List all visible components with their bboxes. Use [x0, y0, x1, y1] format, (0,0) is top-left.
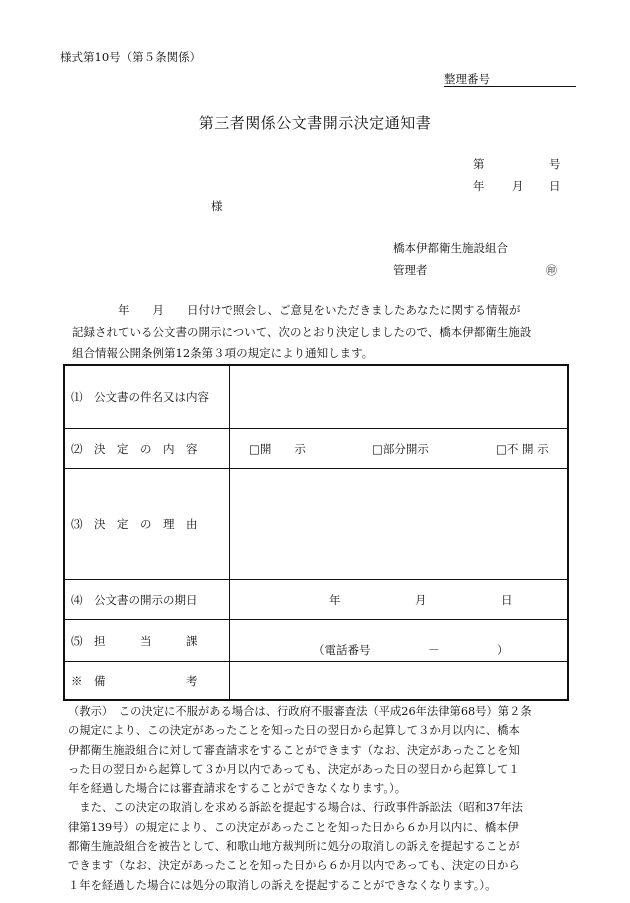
note-line: 律第139号）の規定により、この決定があったことを知った日から６か月以内に、橋本伊 — [68, 820, 519, 834]
decision-table — [63, 364, 569, 701]
row-decision-reason — [65, 469, 567, 580]
checkbox-disclose[interactable]: □開 示 — [249, 441, 306, 456]
note-line: （教示） この決定に不服がある場合は、行政府不服審査法（平成26年法律第68号）第２条 — [68, 705, 532, 718]
row-label: ⑵ 決 定 の 内 容 — [71, 441, 198, 456]
row-label-cell — [65, 580, 230, 619]
disclosure-day: 日 — [501, 592, 513, 607]
sender-title: 管理者 — [393, 263, 428, 277]
addressee-suffix: 様 — [211, 199, 223, 213]
row-label: ⑴ 公文書の件名又は内容 — [71, 390, 209, 404]
intro-line: 組合情報公開条例第12条第３項の規定により通知します。 — [72, 346, 374, 360]
disclosure-month: 月 — [415, 592, 427, 607]
sender-organization: 橋本伊都衛生施設組合 — [393, 241, 508, 255]
date-month: 月 — [512, 179, 524, 193]
note-line: １年を経過した場合には処分の取消しの訴えを提起することができなくなります。）。 — [68, 878, 497, 892]
date-day: 日 — [549, 179, 561, 193]
intro-paragraph — [72, 300, 572, 365]
disclosure-date-field[interactable] — [230, 580, 567, 619]
phone-number-label: （電話番号 － ） — [313, 642, 509, 657]
row-label: ⑶ 決 定 の 理 由 — [71, 517, 198, 531]
row-label-cell — [65, 429, 230, 468]
number-suffix: 号 — [549, 157, 561, 171]
row-label-cell — [65, 469, 230, 579]
note-line: 年を経過した場合には審査請求をすることができなくなります。）。 — [68, 782, 407, 796]
document-title: 第三者関係公文書開示決定通知書 — [198, 114, 432, 132]
date-year: 年 — [473, 179, 485, 193]
row-label-cell — [65, 620, 230, 661]
remarks-field[interactable] — [230, 662, 567, 699]
note-line: った日の翌日から起算して３か月以内であっても、決定があった日の翌日から起算して１ — [68, 762, 520, 776]
number-prefix: 第 — [473, 157, 485, 171]
row-remarks — [65, 662, 567, 699]
intro-line: 年 月 日付けで照会し、ご意見をいただきましたあなたに関する情報が — [72, 303, 521, 317]
instruction-notes — [68, 702, 578, 895]
note-line: 伊都衛生施設組合に対して審査請求をすることができます（なお、決定があったことを知 — [68, 743, 520, 757]
row-label-cell — [65, 662, 230, 699]
form-number: 様式第10号（第５条関係） — [60, 50, 202, 64]
note-line: 都衛生施設組合を被告として、和歌山地方裁判所に処分の取消しの訴えを提起することが — [68, 840, 520, 854]
note-line: の規定により、この決定があったことを知った日の翌日から起算して３か月以内に、橋本 — [68, 724, 520, 738]
intro-line: 記録されている公文書の開示について、次のとおり決定しましたので、橋本伊都衛生施設 — [72, 324, 532, 339]
row-label: ⑷ 公文書の開示の期日 — [71, 592, 198, 607]
decision-reason-field[interactable] — [230, 469, 567, 579]
seal-mark: ㊞ — [546, 264, 557, 277]
row-label: ⑸ 担 当 課 — [71, 633, 198, 648]
decision-options — [230, 429, 567, 468]
reference-number-label: 整理番号 — [444, 72, 490, 86]
note-line: できます（なお、決定があったことを知った日から６か月以内であっても、決定の日から — [68, 859, 520, 873]
note-line: また、この決定の取消しを求める訴訟を提起する場合は、行政事件訴訟法（昭和37年法 — [68, 801, 523, 815]
department-field[interactable] — [230, 620, 567, 661]
disclosure-year: 年 — [329, 592, 341, 607]
row-department — [65, 620, 567, 662]
row-decision — [65, 429, 567, 469]
row-label-cell — [65, 366, 230, 428]
row-document-subject — [65, 366, 567, 429]
row-label: ※ 備 考 — [71, 673, 198, 688]
document-subject-field[interactable] — [230, 366, 567, 428]
checkbox-partial-disclose[interactable]: □部分開示 — [372, 441, 429, 456]
checkbox-non-disclose[interactable]: □不 開 示 — [496, 441, 549, 456]
row-disclosure-date — [65, 580, 567, 620]
